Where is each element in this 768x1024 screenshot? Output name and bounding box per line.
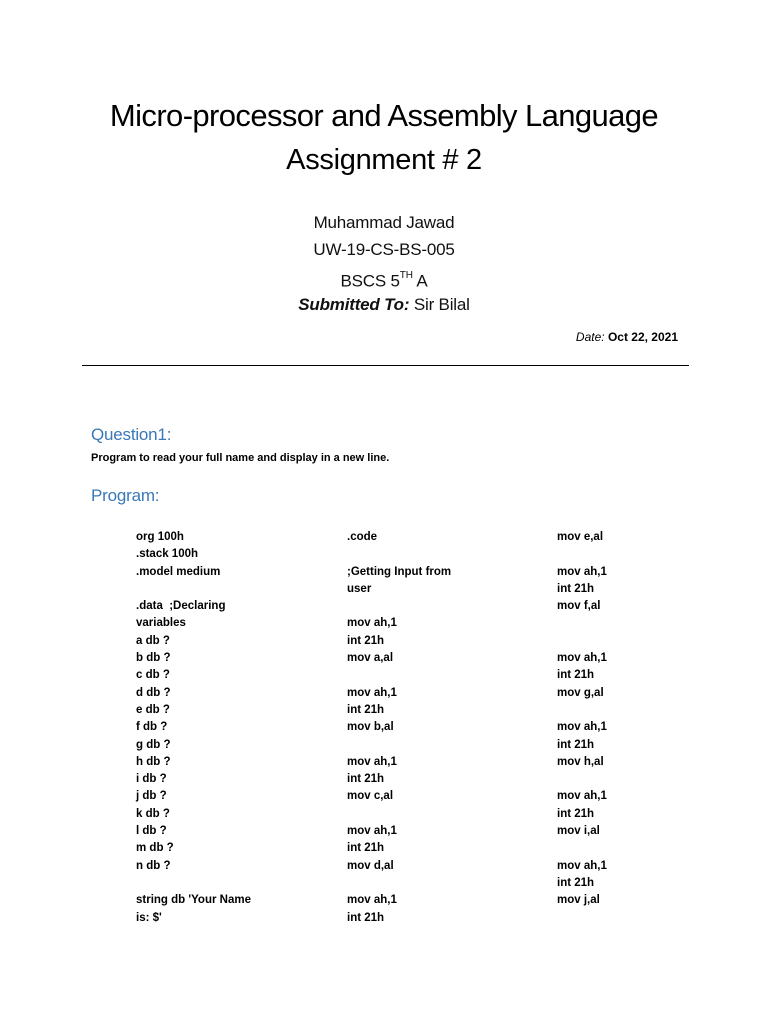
program-heading: Program:	[91, 486, 160, 505]
code-line	[557, 615, 607, 632]
code-line	[136, 875, 251, 892]
code-line: int 21h	[347, 911, 385, 924]
code-line: a db ?	[136, 634, 170, 647]
class-suffix: A	[412, 271, 428, 291]
student-id: UW-19-CS-BS-005	[313, 240, 455, 259]
code-column-2	[347, 529, 451, 927]
code-line: string db 'Your Name	[136, 894, 251, 907]
code-line: .stack 100h	[136, 548, 199, 561]
code-line	[557, 910, 607, 927]
author-name: Muhammad Jawad	[313, 213, 455, 232]
code-line: e db ?	[136, 703, 170, 716]
code-line	[557, 633, 607, 650]
code-line: .data ;Declaring	[136, 600, 226, 613]
code-line: variables	[136, 617, 186, 630]
code-line: int 21h	[347, 634, 385, 647]
code-line: mov ah,1	[347, 686, 397, 699]
code-line: j db ?	[136, 790, 167, 803]
code-line	[347, 546, 451, 563]
code-line	[347, 598, 451, 615]
class-superscript: TH	[399, 270, 413, 281]
code-line: mov b,al	[347, 721, 394, 734]
code-line	[347, 737, 451, 754]
code-line	[557, 546, 607, 563]
code-line: mov d,al	[347, 859, 394, 872]
code-line	[557, 702, 607, 719]
code-line: mov h,al	[557, 755, 604, 768]
code-column-1	[136, 529, 251, 927]
class-section	[0, 267, 768, 293]
code-line: f db ?	[136, 721, 168, 734]
code-line: m db ?	[136, 842, 174, 855]
code-line: int 21h	[557, 582, 595, 595]
code-line: n db ?	[136, 859, 171, 872]
code-line: mov e,al	[557, 531, 604, 543]
code-line: c db ?	[136, 669, 170, 682]
date-label: Date:	[575, 330, 605, 344]
code-line	[557, 840, 607, 857]
horizontal-divider	[82, 365, 689, 366]
code-line: mov ah,1	[557, 721, 607, 734]
code-line: mov ah,1	[557, 859, 607, 872]
code-line	[347, 875, 451, 892]
code-column-3	[557, 529, 607, 927]
submitted-label: Submitted To:	[298, 295, 410, 314]
code-line: int 21h	[557, 876, 595, 889]
code-line: mov ah,1	[557, 652, 607, 665]
assignment-number: Assignment # 2	[286, 144, 482, 176]
question-heading: Question1:	[91, 425, 172, 444]
code-line: mov j,al	[557, 894, 600, 907]
code-line: org 100h	[136, 531, 184, 543]
code-line	[347, 667, 451, 684]
date-line	[576, 329, 678, 345]
code-line: int 21h	[557, 738, 595, 751]
code-line: .model medium	[136, 565, 221, 578]
code-line: mov f,al	[557, 600, 601, 613]
code-line: is: $'	[136, 911, 162, 924]
code-line: int 21h	[557, 669, 595, 682]
question-text: Program to read your full name and display in a new line.	[91, 452, 390, 464]
code-line	[557, 771, 607, 788]
code-line: i db ?	[136, 773, 167, 786]
document-title: Micro-processor and Assembly Language	[109, 98, 659, 133]
submitted-to	[0, 294, 768, 316]
code-line: mov ah,1	[347, 617, 397, 630]
code-line: mov c,al	[347, 790, 394, 803]
code-line: d db ?	[136, 686, 171, 699]
code-line: h db ?	[136, 755, 171, 768]
code-line: k db ?	[136, 807, 170, 820]
code-line: mov ah,1	[347, 894, 397, 907]
code-line: int 21h	[347, 703, 385, 716]
code-line: int 21h	[347, 842, 385, 855]
code-line: mov ah,1	[557, 790, 607, 803]
date-value: Oct 22, 2021	[607, 330, 678, 344]
code-line: mov a,al	[347, 652, 394, 665]
code-line: .code	[347, 531, 378, 543]
code-line: int 21h	[557, 807, 595, 820]
code-line: user	[347, 582, 372, 595]
code-line: b db ?	[136, 652, 171, 665]
code-line: l db ?	[136, 825, 167, 838]
code-line: g db ?	[136, 738, 171, 751]
submitted-value: Sir Bilal	[409, 295, 470, 314]
code-line	[136, 581, 251, 598]
code-line	[347, 806, 451, 823]
code-line: mov ah,1	[347, 825, 397, 838]
code-line: mov i,al	[557, 825, 600, 838]
code-line: mov ah,1	[557, 565, 607, 578]
code-line: mov ah,1	[347, 755, 397, 768]
code-line: mov g,al	[557, 686, 604, 699]
code-line: int 21h	[347, 773, 385, 786]
code-line: ;Getting Input from	[347, 565, 452, 578]
class-prefix: BSCS 5	[340, 271, 400, 291]
